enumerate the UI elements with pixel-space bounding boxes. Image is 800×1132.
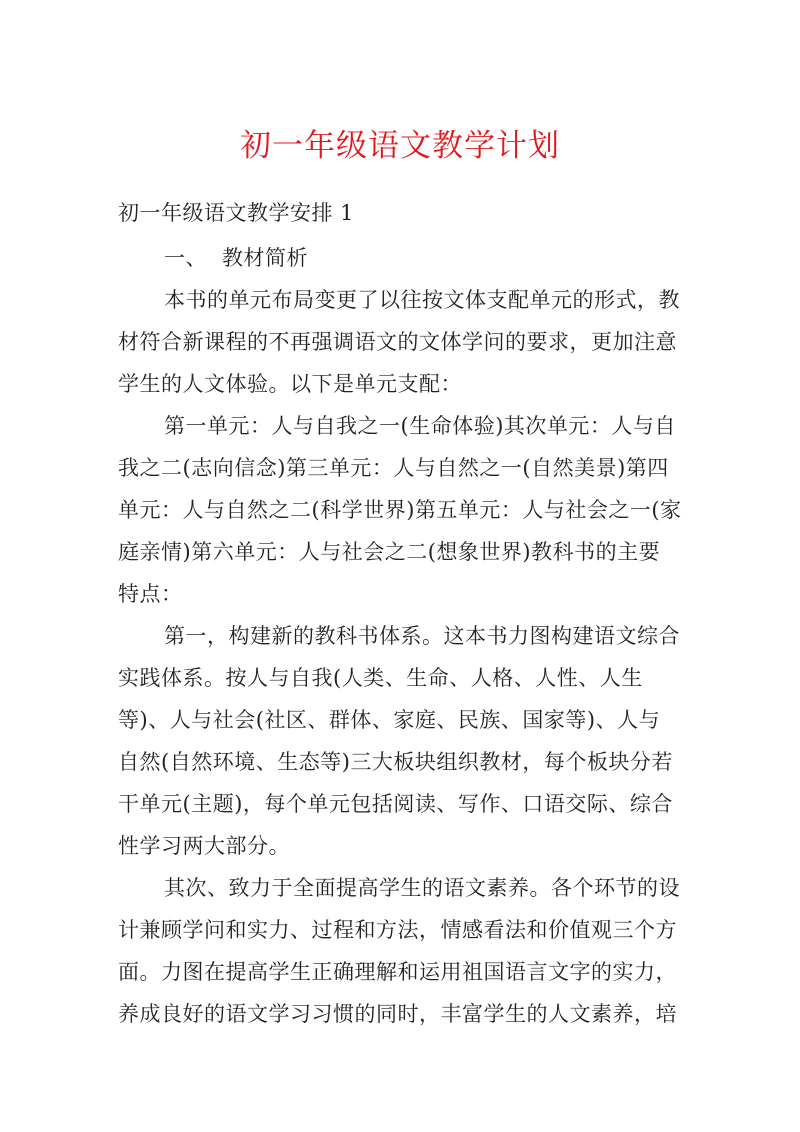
paragraph-line: 其次、致力于全面提高学生的语文素养。各个环节的设	[164, 876, 680, 900]
paragraph-line: 第一单元：人与自我之一(生命体验)其次单元：人与自	[164, 414, 676, 438]
paragraph-line: 第一，构建新的教科书体系。这本书力图构建语文综合	[164, 624, 680, 648]
paragraph-line: 特点：	[118, 582, 183, 606]
paragraph-line: 等)、人与社会(社区、群体、家庭、民族、国家等)、人与	[118, 708, 661, 732]
document-title: 初一年级语文教学计划	[240, 128, 560, 164]
paragraph-line: 性学习两大部分。	[118, 834, 290, 858]
paragraph-line: 计兼顾学问和实力、过程和方法，情感看法和价值观三个方	[118, 918, 677, 942]
paragraph-line: 养成良好的语文学习习惯的同时，丰富学生的人文素养，培	[118, 1002, 677, 1026]
paragraph-line: 实践体系。按人与自我(人类、生命、人格、人性、人生	[118, 666, 643, 690]
paragraph-line: 我之二(志向信念)第三单元：人与自然之一(自然美景)第四	[118, 456, 669, 480]
document-subtitle: 初一年级语文教学安排 1	[118, 201, 355, 225]
paragraph-line: 干单元(主题)，每个单元包括阅读、写作、口语交际、综合	[118, 792, 673, 816]
paragraph-line: 学生的人文体验。以下是单元支配：	[118, 372, 462, 396]
paragraph-line: 本书的单元布局变更了以往按文体支配单元的形式，教	[164, 288, 680, 312]
section-number: 一、	[164, 246, 207, 270]
paragraph-line: 自然(自然环境、生态等)三大板块组织教材，每个板块分若	[118, 750, 673, 774]
paragraph-line: 材符合新课程的不再强调语文的文体学问的要求，更加注意	[118, 330, 677, 354]
paragraph-line: 单元：人与自然之二(科学世界)第五单元：人与社会之一(家	[118, 498, 682, 522]
paragraph-line: 庭亲情)第六单元：人与社会之二(想象世界)教科书的主要	[118, 540, 661, 564]
paragraph-line: 面。力图在提高学生正确理解和运用祖国语言文字的实力，	[118, 960, 677, 984]
section-heading-text: 教材简析	[222, 246, 308, 270]
section-heading	[164, 243, 734, 273]
